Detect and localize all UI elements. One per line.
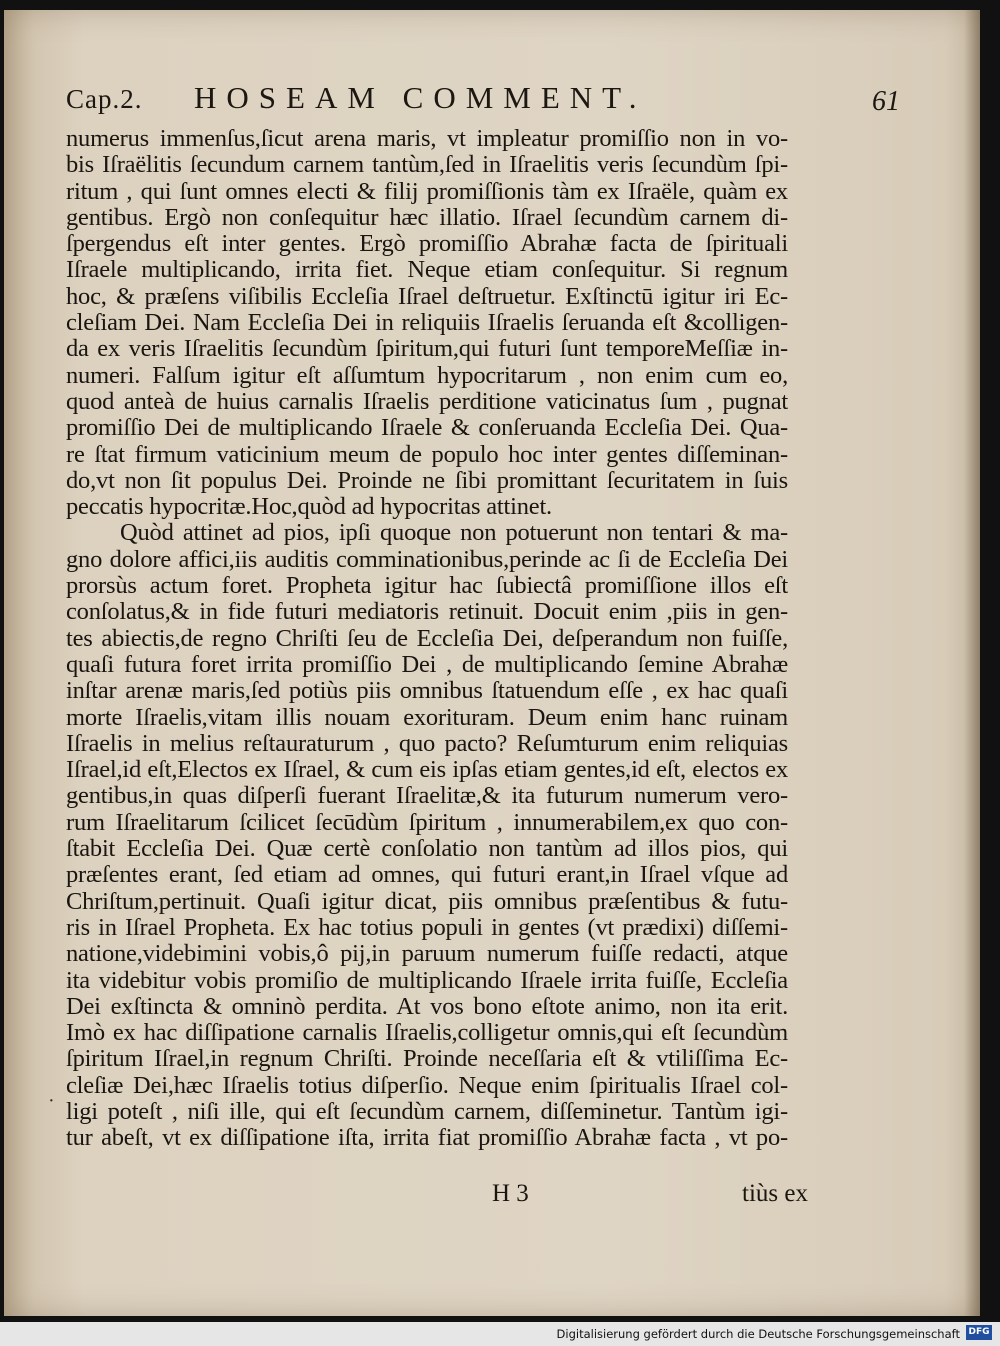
text-line: da ex veris Iſraelitis ſecundùm ſpiritum,qui futuri ſunt temporeMeſſiæ in- (66, 335, 788, 363)
margin-dot: · (48, 1090, 55, 1112)
text-line: Iſrael,id eſt,Electos ex Iſrael, & cum eis ipſas etiam gentes,id eſt, electos ex (66, 756, 788, 784)
dfg-logo: DFG (966, 1325, 992, 1340)
page-number: 61 (872, 86, 900, 117)
text-line: promiſſio Dei de multiplicando Iſraele & conſeruanda Eccleſia Dei. Qua- (66, 414, 788, 442)
text-line: conſolatus,& in fide futuri mediatoris retinuit. Docuit enim ,piis in gen- (66, 598, 788, 626)
book-page (4, 10, 980, 1316)
text-line: tes abiectis,de regno Chriſti ſeu de Eccleſia Dei, deſperandum non fuiſſe, (66, 624, 788, 652)
text-line: ligi poteſt , niſi ille, qui eſt ſecundùm carnem, diſſeminetur. Tantùm igi- (66, 1097, 788, 1125)
text-line: cleſiam Dei. Nam Eccleſia Dei in reliquiis Iſraelis ſeruanda eſt &colligen- (66, 309, 788, 337)
text-line: gno dolore affici,iis auditis comminationibus,perinde ac ſi de Eccleſia Dei (66, 545, 788, 573)
text-line: inſtar arenæ maris,ſed potiùs piis omnibus ſtatuendum eſſe , ex hac quaſi (66, 677, 788, 705)
text-line: bis Iſraëlitis ſecundum carnem tantùm,ſed in Iſraelitis veris ſecundùm ſpi- (66, 151, 788, 179)
text-line: hoc, & præſens viſibilis Eccleſia Iſrael deſtruetur. Exſtinctū igitur iri Ec- (66, 282, 788, 310)
text-line: præſentes erant, ſed etiam ad omnes, qui futuri erant,in Iſrael vſque ad (66, 861, 788, 889)
page-edge-shadow (964, 10, 980, 1316)
chapter-label: Cap.2. (66, 84, 143, 114)
text-line: prorsùs actum foret. Propheta igitur hac ſubiectâ promiſſione illos eſt (66, 572, 788, 600)
text-line: rum Iſraelitarum ſcilicet ſecūdùm ſpiritum , innumerabilem,ex quo con- (66, 808, 788, 836)
text-line: ſpergendus eſt inter gentes. Ergò promiſſio Abrahæ facta de ſpirituali (66, 230, 788, 258)
text-line: ſpiritum Iſrael,in regnum Chriſti. Proinde neceſſaria eſt & vtiliſſima Ec- (66, 1045, 788, 1073)
text-line: Dei exſtincta & omninò perdita. At vos bono eſtote animo, non ita erit. (66, 992, 788, 1020)
running-head (62, 80, 900, 120)
text-line: gentibus. Ergò non conſequitur hæc illatio. Iſrael ſecundùm carnem di- (66, 203, 788, 231)
text-line: re ſtat firmum vaticinium meum de populo hoc inter gentes diſſeminan- (66, 440, 788, 468)
text-line: ſtabit Eccleſia Dei. Quæ certè conſolatio non tantùm ad illos pios, qui (66, 835, 788, 863)
text-line: gentibus,in quas diſperſi fuerant Iſraelitæ,& ita futurum numerum vero- (66, 782, 788, 810)
text-line: peccatis hypocritæ.Hoc,quòd ad hypocritas attinet. (66, 493, 552, 521)
text-line: numerus immenſus,ſicut arena maris, vt impleatur promiſſio non in vo- (66, 125, 788, 152)
catchword: tiùs ex (742, 1180, 808, 1207)
text-line: morte Iſraelis,vitam illis nouam exorituram. Deum enim hanc ruinam (66, 703, 788, 731)
text-line: Chriſtum,pertinuit. Quaſi igitur dicat, piis omnibus præſentibus & futu- (66, 887, 788, 915)
text-line: cleſiæ Dei,hæc Iſraelis totius diſperſio. Neque enim ſpiritualis Iſrael col- (66, 1071, 788, 1099)
text-line: Iſraele multiplicando, irrita fiet. Neque etiam conſequitur. Si regnum (66, 256, 788, 284)
running-title: HOSEAM COMMENT. (194, 80, 647, 115)
text-line: Imò ex hac diſſipatione carnalis Iſraelis,colligetur omnis,qui eſt ſecundùm (66, 1019, 788, 1047)
text-line: natione,videbimini vobis,ô pij,in paruum numerum fuiſſe redacti, atque (66, 940, 788, 968)
body-text (66, 126, 788, 1152)
signature-mark: H 3 (492, 1180, 529, 1207)
text-line: Quòd attinet ad pios, ipſi quoque non potuerunt non tentari & ma- (120, 519, 788, 547)
text-line: quod anteà de huius carnalis Iſraelis perditione vaticinatus ſum , pugnat (66, 387, 788, 415)
text-line: quaſi futura foret irrita promiſſio Dei , de multiplicando ſemine Abrahæ (66, 650, 788, 678)
text-line: ita videbitur vobis promiſio de multiplicando Iſraele irrita fuiſſe, Eccleſia (66, 966, 788, 994)
text-line: tur abeſt, vt ex diſſipatione iſta, irrita fiat promiſſio Abrahæ facta , vt po- (66, 1124, 788, 1152)
text-line: do,vt non ſit populus Dei. Proinde ne ſibi promittant ſecuritatem in ſuis (66, 466, 788, 494)
funding-credit: Digitalisierung gefördert durch die Deutsche Forschungsgemeinschaft (556, 1327, 960, 1341)
text-line: ris in Iſrael Propheta. Ex hac totius populi in gentes (vt prædixi) diſſemi- (66, 913, 788, 941)
text-line: Iſraelis in melius reſtauraturum , quo pacto? Reſumturum enim reliquias (66, 729, 788, 757)
text-line: ritum , qui ſunt omnes electi & filij promiſſionis tàm ex Iſraële, quàm ex (66, 177, 788, 205)
text-line: numeri. Falſum igitur eſt aſſumtum hypocritarum , non enim cum eo, (66, 361, 788, 389)
